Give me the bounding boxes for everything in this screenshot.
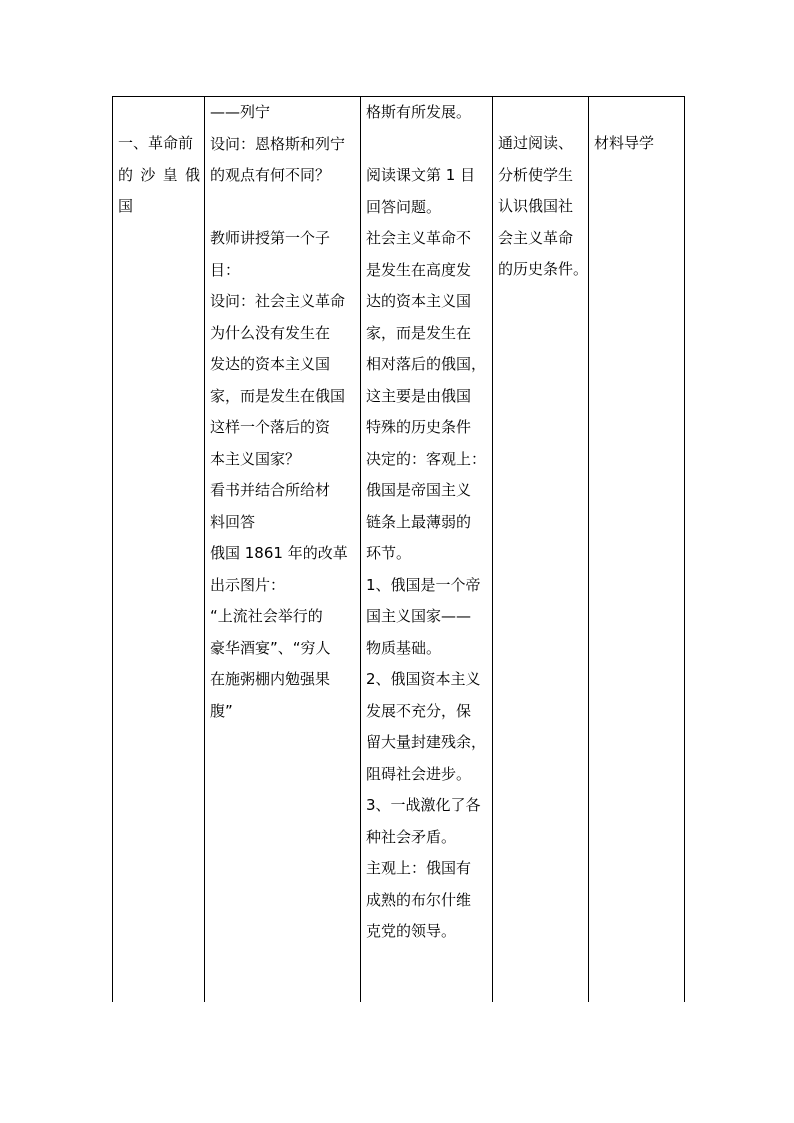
method-line: 材料导学: [594, 134, 655, 152]
teacher-activity-line: 教师讲授第一个子: [210, 229, 331, 247]
student-activity-line: 留大量封建残余，: [366, 733, 487, 751]
student-activity-line: 达的资本主义国: [366, 292, 472, 310]
design-intent-cell: [498, 96, 590, 1002]
column-divider-1: [204, 96, 205, 1002]
student-activity-line: 俄国是帝国主义: [366, 481, 472, 499]
student-activity-line: 克党的领导。: [366, 922, 457, 940]
student-activity-line: 主观上：俄国有: [366, 859, 472, 877]
teacher-activity-line: 在施粥棚内勉强果: [210, 670, 331, 688]
blank-line: [210, 192, 356, 224]
teacher-activity-line: 料回答: [210, 512, 256, 531]
student-activity-line: 发展不充分，保: [366, 701, 472, 720]
teacher-activity-line: 俄国 1861 年的改革: [210, 544, 348, 562]
student-activity-line: 特殊的历史条件: [366, 418, 472, 436]
student-activity-line: 相对落后的俄国，: [366, 355, 487, 373]
student-activity-line: 阻碍社会进步。: [366, 764, 472, 783]
student-activity-line: 家，而是发生在: [366, 323, 472, 342]
teacher-activity-line: 发达的资本主义国: [210, 355, 331, 373]
teacher-activity-line: 豪华酒宴”、“穷人: [210, 638, 331, 657]
student-activity-line: 2、俄国资本主义: [366, 670, 481, 688]
teacher-activity-line: 腹”: [210, 701, 233, 720]
section-title-line: 一、革命前: [118, 134, 194, 152]
table-border-right: [684, 96, 685, 1002]
student-activity-line: 国主义国家——: [366, 607, 472, 625]
teacher-activity-line: 本主义国家？: [210, 449, 301, 468]
teacher-activity-line: 的观点有何不同？: [210, 166, 331, 184]
design-intent-line: 认识俄国社: [498, 197, 574, 215]
teacher-activity-cell: [210, 96, 356, 1002]
student-activity-line: 社会主义革命不: [366, 229, 472, 247]
student-activity-line: 成熟的布尔什维: [366, 890, 472, 909]
design-intent-line: 会主义革命: [498, 228, 574, 247]
student-activity-line: 种社会矛盾。: [366, 827, 457, 846]
student-activity-line: 环节。: [366, 544, 412, 562]
blank-line: [366, 129, 490, 161]
teacher-activity-line: “上流社会举行的: [210, 607, 323, 625]
student-activity-line: 物质基础。: [366, 638, 442, 657]
design-intent-line: 分析使学生: [498, 165, 574, 184]
teacher-activity-line: 为什么没有发生在: [210, 323, 331, 342]
student-activity-line: 决定的：客观上：: [366, 449, 487, 468]
teacher-activity-line: 出示图片：: [210, 575, 286, 594]
teacher-activity-line: 设问：社会主义革命: [210, 292, 346, 310]
student-activity-line: 回答问题。: [366, 197, 442, 216]
student-activity-line: 1、俄国是一个帝: [366, 575, 481, 594]
design-intent-line: 的历史条件。: [498, 260, 589, 278]
teacher-activity-line: 看书并结合所给材: [210, 481, 331, 499]
method-cell: [594, 96, 680, 1002]
column-divider-2: [360, 96, 361, 1002]
student-activity-line: 链条上最薄弱的: [366, 512, 472, 531]
student-activity-line: 这主要是由俄国: [366, 386, 472, 405]
student-activity-line: 是发生在高度发: [366, 260, 472, 279]
teacher-activity-line: 目：: [210, 260, 241, 279]
teacher-activity-line: 家，而是发生在俄国: [210, 386, 346, 405]
student-activity-line: 阅读课文第 1 目: [366, 166, 476, 184]
section-title-line: 国: [118, 197, 134, 215]
teacher-activity-line: ——列宁: [210, 103, 271, 121]
table-border-left: [112, 96, 113, 1002]
student-activity-cell: [366, 96, 490, 1002]
column-divider-3: [492, 96, 493, 1002]
section-title-line: 的沙皇俄: [118, 165, 200, 184]
section-title-cell: [118, 96, 200, 1002]
student-activity-line: 格斯有所发展。: [366, 103, 472, 121]
teacher-activity-line: 这样一个落后的资: [210, 418, 331, 436]
design-intent-line: 通过阅读、: [498, 134, 574, 152]
teacher-activity-line: 设问：恩格斯和列宁: [210, 134, 346, 153]
student-activity-line: 3、一战激化了各: [366, 796, 481, 814]
lesson-plan-table: [112, 96, 685, 1002]
